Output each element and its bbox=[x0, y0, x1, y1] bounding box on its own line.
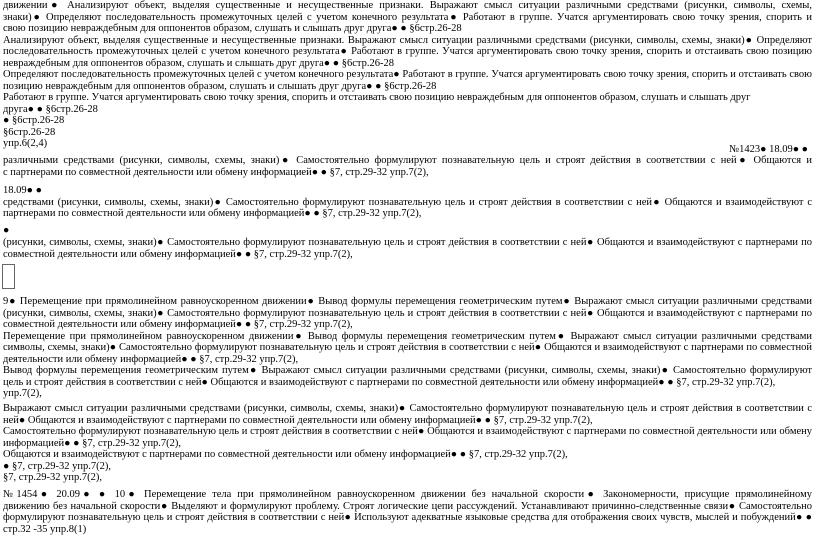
text-line: свою позицию невраждебным для оппонентов образом, слушать и слышать друг друга● ● §6стр.26-28 bbox=[3, 23, 462, 34]
right-note: №1423● 18.09● ● bbox=[729, 144, 808, 155]
text-line: символы, схемы, знаки)● Самостоятельно формулируют познавательную цель и строят действия в соответствии с ней● Общаются и взаимодействуют с партнерами по совместной bbox=[3, 342, 812, 353]
text-line: Общаются и взаимодействуют с партнерами по совместной деятельности или обмену информацией● ● §7, стр.29-32 упр.7(2), bbox=[3, 449, 568, 460]
text-line: позицию невраждебным для оппонентов образом, слушать и слышать друг друга● ● §6стр.26-28 bbox=[3, 80, 437, 92]
text-line: знаки)● Определяют последовательность промежуточных целей с учетом конечного результата● Работают в группе. Учатся аргументировать свою точку зрения, спорить и bbox=[3, 11, 812, 23]
text-line: упр.6(2,4) bbox=[3, 138, 48, 149]
text-line: цель и строят действия в соответствии с ней● Общаются и взаимодействуют с партнерами по совместной деятельности или обмену информацией● ● §7, стр.29-32 упр.7(2), bbox=[3, 376, 776, 388]
text-line: информацией● ● §7, стр.29-32 упр.7(2), bbox=[3, 437, 182, 449]
text-line: Определяют последовательность промежуточных целей с учетом конечного результата● Работают в группе. Учатся аргументировать свою точку зрения, спорить и отстаивать свою bbox=[3, 69, 812, 80]
text-line: Анализируют объект, выделяя существенные и несущественные признаки. Выражают смысл ситуации различными средствами (рисунки, символы, схемы, знаки)● Определяют bbox=[3, 34, 812, 46]
text-line: средствами (рисунки, символы, схемы, знаки)● Самостоятельно формулируют познавательную цель и строят действия в соответствии с ней● Общаются и взаимодействуют с bbox=[3, 196, 812, 208]
text-line: последовательность промежуточных целей с учетом конечного результата● Работают в группе. Учатся аргументировать свою точку зрения, спорить и отстаивать свою позицию bbox=[3, 46, 812, 57]
text-line: партнерами по совместной деятельности или обмену информацией● ● §7, стр.29-32 упр.7(2), bbox=[3, 208, 422, 219]
text-line: Работают в группе. Учатся аргументировать свою точку зрения, спорить и отстаивать свою позицию невраждебным для оппонентов образом, слушать и слышать друг bbox=[3, 92, 751, 103]
text-line: §7, стр.29-32 упр.7(2), bbox=[3, 472, 102, 483]
text-line: ● §7, стр.29-32 упр.7(2), bbox=[3, 460, 111, 472]
text-line: Вывод формулы перемещения геометрическим путем● Выражают смысл ситуации различными средствами (рисунки, символы, схемы, знаки)● Самостоятельно формулируют bbox=[3, 365, 812, 376]
text-line: 9● Перемещение при прямолинейном равноускоренном движении● Вывод формулы перемещения геометрическим путем● Выражают смысл ситуации различными средствами bbox=[3, 296, 812, 307]
text-line: с партнерами по совместной деятельности или обмену информацией● ● §7, стр.29-32 упр.7(2), bbox=[3, 166, 429, 178]
text-line: невраждебным для оппонентов образом, слушать и слышать друг друга● ● §6стр.26-28 bbox=[3, 57, 394, 69]
text-line: движению без начальной скорости● Выделяют и формулируют проблему. Строят логические цепи рассуждений. Устанавливают причинно-следственные связи● Самостоятельно bbox=[3, 500, 812, 512]
text-line: Самостоятельно формулируют познавательную цель и строят действия в соответствии с ней● Общаются и взаимодействуют с партнерами по совместной деятельности или обмену bbox=[3, 426, 812, 437]
text-line: ней● Общаются и взаимодействуют с партнерами по совместной деятельности или обмену информацией● ● §7, стр.29-32 упр.7(2), bbox=[3, 414, 593, 426]
text-line: ● §6стр.26-28 bbox=[3, 115, 65, 126]
text-line: §6стр.26-28 bbox=[3, 126, 56, 138]
text-line: Выражают смысл ситуации различными средствами (рисунки, символы, схемы, знаки)● Самостоятельно формулируют познавательную цель и строят действия в соответствии с bbox=[3, 403, 812, 414]
text-line: упр.7(2), bbox=[3, 388, 42, 399]
text-line: движении● Анализируют объект, выделяя существенные и несущественные признаки. Выражают смысл ситуации различными средствами (рисунки, символы, схемы, bbox=[3, 0, 812, 11]
text-line: различными средствами (рисунки, символы, схемы, знаки)● Самостоятельно формулируют познавательную цель и строят действия в соответствии с ней● Общаются и bbox=[3, 155, 812, 166]
text-line: №1454● 20.09● ● 10● Перемещение тела при прямолинейном равноускоренном движении без начальной скорости● Закономерности, присущие прямолинейному bbox=[3, 489, 812, 500]
text-line: стр.32 -35 упр.8(1) bbox=[3, 523, 87, 535]
text-line: совместной деятельности или обмену информацией● ● §7, стр.29-32 упр.7(2), bbox=[3, 319, 353, 330]
text-line: ● bbox=[3, 225, 10, 236]
text-line: совместной деятельности или обмену информацией● ● §7, стр.29-32 упр.7(2), bbox=[3, 248, 353, 260]
text-line: деятельности или обмену информацией● ● §7, стр.29-32 упр.7(2), bbox=[3, 353, 299, 365]
text-line: формулируют познавательную цель и строят действия в соответствии с ней● Используют адекватные языковые средства для отображения своих чувств, мыслей и побуждений● ● bbox=[3, 512, 812, 523]
text-line: 18.09● ● bbox=[3, 185, 42, 196]
text-line: (рисунки, символы, схемы, знаки)● Самостоятельно формулируют познавательную цель и строят действия в соответствии с ней● Общаются и взаимодействуют с партнерами по bbox=[3, 237, 812, 248]
text-line: Перемещение при прямолинейном равноускоренном движении● Вывод формулы перемещения геометрическим путем● Выражают смысл ситуации различными средствами bbox=[3, 330, 812, 342]
text-line: (рисунки, символы, схемы, знаки)● Самостоятельно формулируют познавательную цель и строят действия в соответствии с ней● Общаются и взаимодействуют с партнерами по bbox=[3, 307, 812, 319]
text-line: друга● ● §6стр.26-28 bbox=[3, 103, 98, 115]
empty-cell-box bbox=[2, 264, 15, 289]
